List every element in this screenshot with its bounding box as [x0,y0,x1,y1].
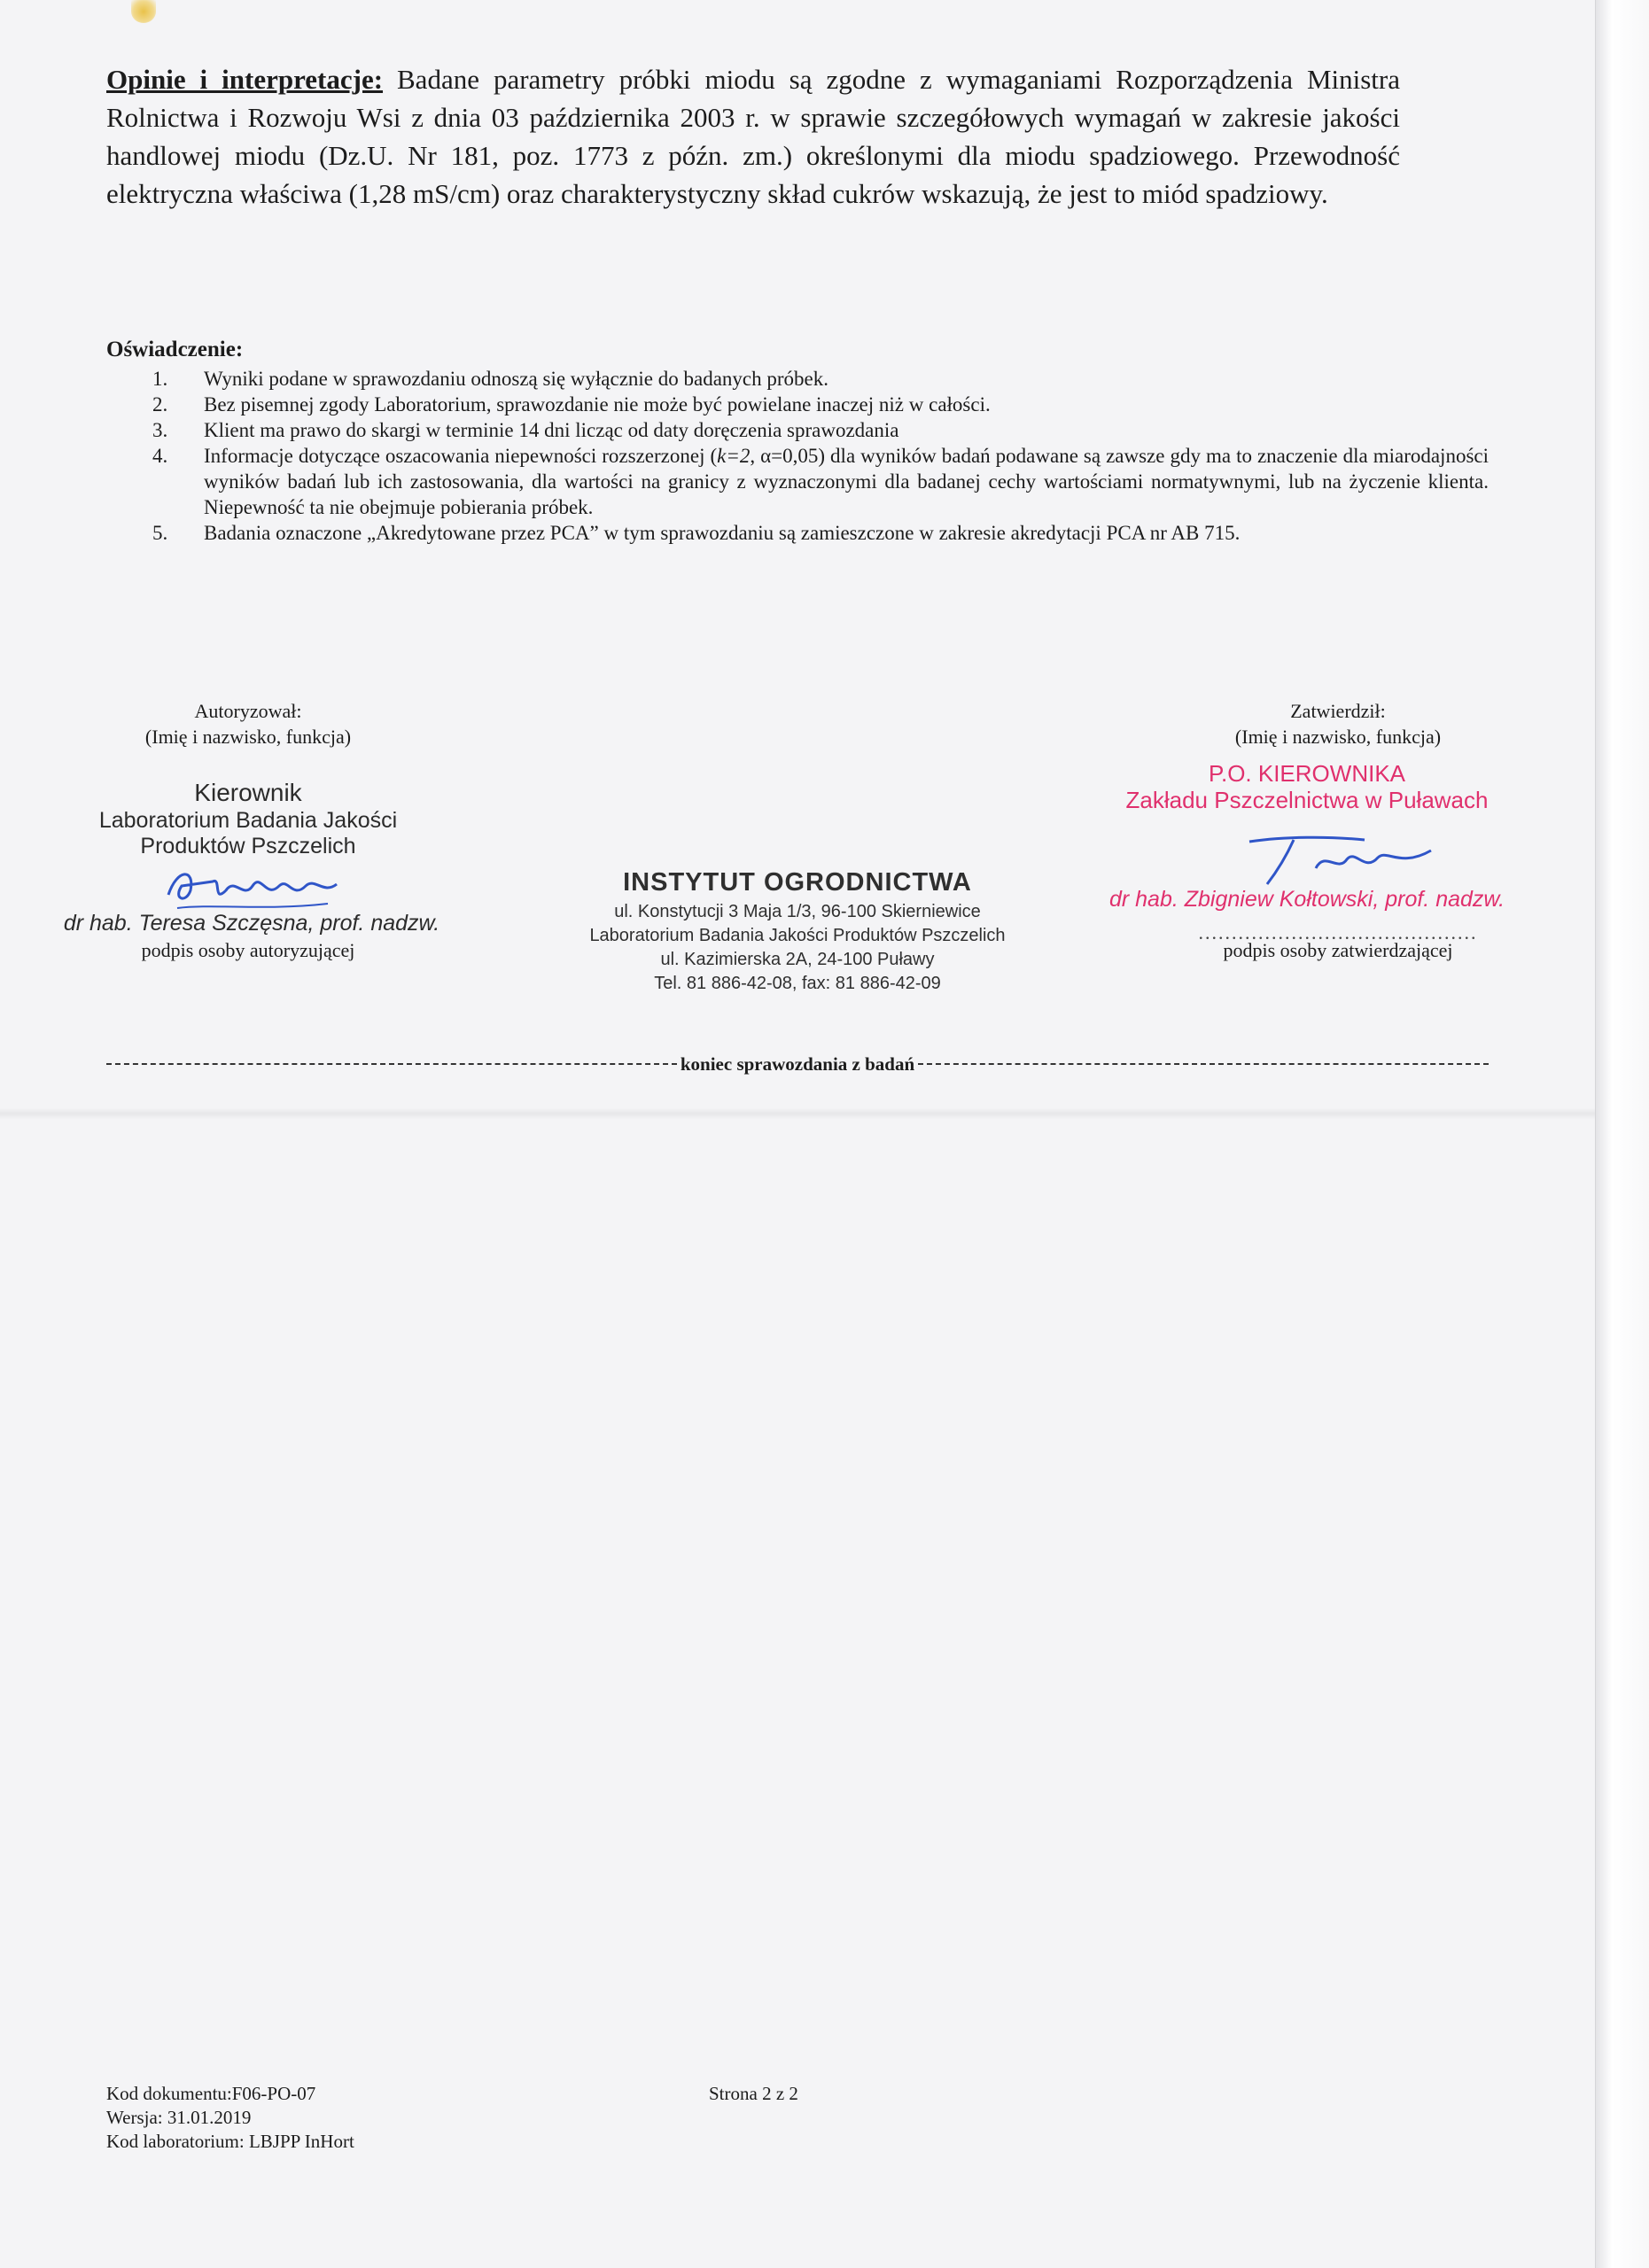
institute-line2: Laboratorium Badania Jakości Produktów Pszczelich [589,926,1006,945]
declaration-item-5 [106,520,1489,546]
item-number: 5. [152,522,168,544]
declaration-item-4 [106,443,1489,520]
institute-line4: Tel. 81 886-42-08, fax: 81 886-42-09 [654,974,941,993]
opinions-text: Badane parametry próbki miodu są zgodne z wymaganiami Rozporządzenia Ministra Rolnictwa i Rozwoju Wsi z dnia 03 października 2003 r. w sprawie szczegółowych wymagań w zakresie jakości handlowej miodu (Dz.U. Nr 181, poz. 1773 z późn. zm.) określonymi dla miodu spadziowego. Przewodność elektryczna właściwa (1,28 mS/cm) oraz charakterystyczny skład cukrów wskazują, że jest to miód spadziowy. [106,64,1400,209]
authorized-stamp-name: dr hab. Teresa Szczęsna, prof. nadzw. [63,911,440,936]
item-number: 2. [152,393,168,416]
declaration-item-1 [106,366,1489,392]
paper-stain [131,0,156,23]
approved-stamp-title: P.O. KIEROWNIKA [1208,760,1405,787]
item-text: Badania oznaczone „Akredytowane przez PCA” w tym sprawozdaniu są zamieszczone w zakresie akredytacji PCA nr AB 715. [204,522,1241,544]
item-number: 3. [152,419,168,441]
approved-sublabel: (Imię i nazwisko, funkcja) [1234,726,1442,748]
authorized-stamp-title: Kierownik [194,779,302,806]
authorized-label-block [89,698,408,750]
institute-name: INSTYTUT OGRODNICTWA [623,868,972,897]
item-number: 1. [152,368,168,390]
institute-line3: ul. Kazimierska 2A, 24-100 Puławy [660,950,935,969]
institute-line1: ul. Konstytucji 3 Maja 1/3, 96-100 Skierniewice [614,902,981,921]
item-k-value: k=2 [717,445,751,467]
declaration-item-2 [106,392,1489,417]
approved-signature [1232,824,1444,890]
end-of-report-text: koniec sprawozdania z badań [680,1052,915,1075]
declaration-section [106,337,1489,546]
declaration-title: Oświadczenie: [106,338,244,361]
authorized-stamp-line1: Laboratorium Badania Jakości [98,808,398,833]
approved-label-block [1143,698,1533,750]
footer-page-number: Strona 2 z 2 [709,2083,798,2104]
item-number: 4. [152,445,168,467]
approved-caption: podpis osoby zatwierdzającej [1223,939,1453,961]
approved-stamp [1090,760,1524,912]
item-text: Bez pisemnej zgody Laboratorium, sprawozdanie nie może być powielane inaczej niż w całości. [204,393,991,416]
declaration-list [106,366,1489,546]
footer-document-info [106,2082,354,2154]
paper-fold [0,1107,1595,1120]
approved-label: Zatwierdził: [1290,700,1386,722]
opinions-paragraph [106,60,1400,213]
item-text-b: , α=0,05) dla wyników badań podawane są zawsze gdy ma to znaczenie dla miarodajności wyników badań lub ich zastosowania, dla wartości na granicy z wyznaczonymi dla badanej cechy wartościami normatywnymi, lub na życzenie klienta. Niepewność ta nie obejmuje pobierania próbek. [204,445,1489,518]
dashed-rule-right [918,1063,1489,1065]
approved-stamp-line1: Zakładu Pszczelnictwa w Puławach [1125,787,1489,813]
institute-stamp [567,865,1028,996]
item-text: Wyniki podane w sprawozdaniu odnoszą się wyłącznie do badanych próbek. [204,368,829,390]
item-text: Klient ma prawo do skargi w terminie 14 dni licząc od daty doręczenia sprawozdania [204,419,899,441]
footer-lab-code: Kod laboratorium: LBJPP InHort [106,2131,354,2152]
authorized-signature [159,859,354,921]
authorized-stamp-line2: Produktów Pszczelich [140,834,356,858]
authorized-caption: podpis osoby autoryzującej [141,939,355,961]
footer-doc-code: Kod dokumentu:F06-PO-07 [106,2083,316,2104]
end-of-report-line [106,1051,1489,1077]
authorized-stamp [62,778,440,936]
declaration-item-3 [106,417,1489,443]
footer-version: Wersja: 31.01.2019 [106,2107,252,2128]
paper-edge [1595,0,1649,2268]
approved-dotted-line: .......................................... [1198,921,1478,944]
item-text-a: Informacje dotyczące oszacowania niepewności rozszerzonej ( [204,445,718,467]
authorized-sublabel: (Imię i nazwisko, funkcja) [144,726,352,748]
dashed-rule-left [106,1063,677,1065]
opinions-lead: Opinie i interpretacje: [106,64,384,95]
authorized-label: Autoryzował: [194,700,302,722]
approved-stamp-name: dr hab. Zbigniew Kołtowski, prof. nadzw. [1108,887,1505,912]
